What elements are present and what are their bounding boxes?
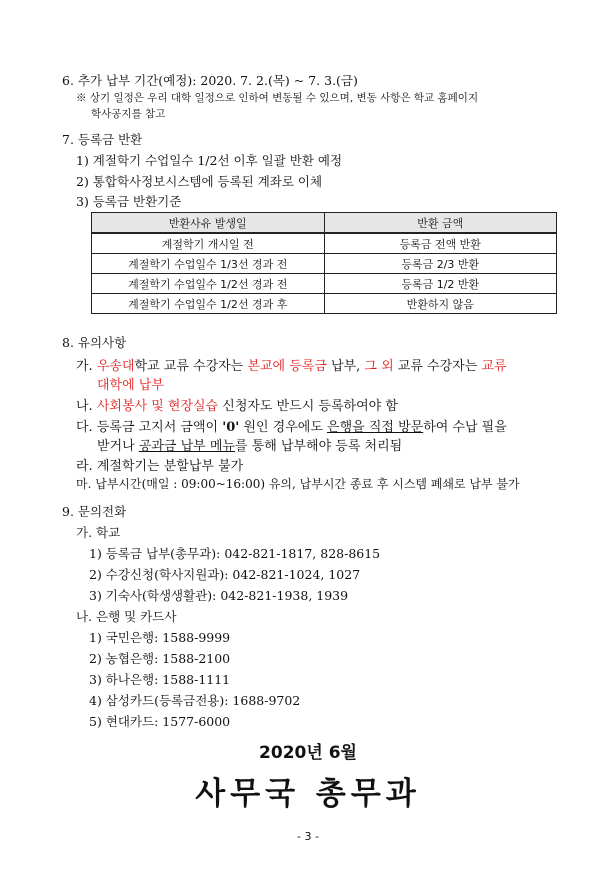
contact-bank-item: 1) 국민은행: 1588-9999 <box>89 630 231 645</box>
notice-da-cont <box>97 435 402 454</box>
page-number: - 3 - <box>297 830 319 843</box>
notice-ga-emph-exchange: 교류 <box>481 359 507 374</box>
notice-ga-text: 납부, <box>326 359 365 374</box>
notice-ga-text: 학교 교류 수강자는 <box>134 359 248 374</box>
notice-da-text: 받거나 <box>97 439 139 454</box>
table-cell: 반환하지 않음 <box>324 294 557 314</box>
section-7-heading: 7. 등록금 반환 <box>62 132 143 147</box>
notice-da-text: 원인 경우에도 <box>239 420 328 435</box>
notice-da <box>76 416 507 435</box>
section-7-item-1: 1) 계절학기 수업일수 1/2선 이후 일괄 반환 예정 <box>76 153 343 168</box>
contact-school-item: 1) 등록금 납부(총무과): 042-821-1817, 828-8615 <box>89 546 381 561</box>
notice-na-emph: 사회봉사 및 현장실습 <box>96 399 219 414</box>
notice-na-marker: 나. <box>76 399 97 414</box>
table-cell: 계절학기 수업일수 1/3선 경과 전 <box>92 254 325 274</box>
notice-da-zero: '0' <box>222 420 240 435</box>
notice-ga-school: 우송대 <box>96 359 135 374</box>
notice-ma: 마. 납부시간(매일 : 09:00~16:00) 유의, 납부시간 종료 후 시스템 폐쇄로 납부 불가 <box>76 477 520 491</box>
notice-ra: 라. 계절학기는 분할납부 불가 <box>76 459 244 474</box>
contact-bank-item: 3) 하나은행: 1588-1111 <box>89 672 231 687</box>
notice-ga-emph-home: 본교에 등록금 <box>247 359 327 374</box>
notice-da-text: 를 통해 납부해야 등록 처리됨 <box>234 439 403 454</box>
notice-da-bank-visit: 은행을 직접 방문 <box>327 420 424 435</box>
section-6-note-cont: 학사공지를 참고 <box>91 108 166 120</box>
table-cell: 계절학기 수업일수 1/2선 경과 후 <box>92 294 325 314</box>
issue-date: 2020년 6월 <box>259 743 357 763</box>
contact-school-heading: 가. 학교 <box>76 525 121 540</box>
contact-school-item: 3) 기숙사(학생생활관): 042-821-1938, 1939 <box>89 588 349 603</box>
notice-da-text: 다. 등록금 고지서 금액이 <box>76 420 223 435</box>
issuing-office: 사무국 총무과 <box>195 776 421 812</box>
notice-ga-emph-other: 그 외 <box>364 359 394 374</box>
notice-da-text: 하여 수납 필을 <box>423 420 507 435</box>
table-row <box>92 233 557 254</box>
table-cell: 등록금 1/2 반환 <box>324 274 557 294</box>
notice-ga-text: 교류 수강자는 <box>393 359 482 374</box>
table-row <box>92 254 557 274</box>
section-7-item-3: 3) 등록금 반환기준 <box>76 194 182 209</box>
table-cell: 등록금 2/3 반환 <box>324 254 557 274</box>
table-header-cell: 반환사유 발생일 <box>92 213 325 234</box>
section-9-heading: 9. 문의전화 <box>62 504 127 519</box>
notice-ga-cont: 대학에 납부 <box>97 378 164 393</box>
section-7-item-2: 2) 통합학사정보시스템에 등록된 계좌로 이체 <box>76 174 323 189</box>
section-8-heading: 8. 유의사항 <box>62 335 127 350</box>
section-6-heading: 6. 추가 납부 기간(예정): 2020. 7. 2.(목) ~ 7. 3.(금) <box>62 73 358 88</box>
notice-na-text: 신청자도 반드시 등록하여야 함 <box>218 399 398 414</box>
table-header-cell: 반환 금액 <box>324 213 557 234</box>
contact-bank-item: 2) 농협은행: 1588-2100 <box>89 651 231 666</box>
table-cell: 계절학기 개시일 전 <box>92 233 325 254</box>
notice-da-utility-menu: 공과금 납부 메뉴 <box>138 439 235 454</box>
notice-ga <box>76 355 507 374</box>
notice-na <box>76 395 398 414</box>
table-row <box>92 274 557 294</box>
contact-school-item: 2) 수강신청(학사지원과): 042-821-1024, 1027 <box>89 567 361 582</box>
contact-bank-item: 4) 삼성카드(등록금전용): 1688-9702 <box>89 693 301 708</box>
notice-ga-marker: 가. <box>76 359 97 374</box>
table-cell: 계절학기 수업일수 1/2선 경과 전 <box>92 274 325 294</box>
table-header-row <box>92 213 557 234</box>
table-cell: 등록금 전액 반환 <box>324 233 557 254</box>
section-6-note: ※ 상기 일정은 우리 대학 일정으로 인하여 변동될 수 있으며, 변동 사항은 학교 홈페이지 <box>76 92 479 104</box>
table-row <box>92 294 557 314</box>
refund-table <box>91 212 557 314</box>
contact-bank-heading: 나. 은행 및 카드사 <box>76 609 177 624</box>
contact-bank-item: 5) 현대카드: 1577-6000 <box>89 714 231 729</box>
